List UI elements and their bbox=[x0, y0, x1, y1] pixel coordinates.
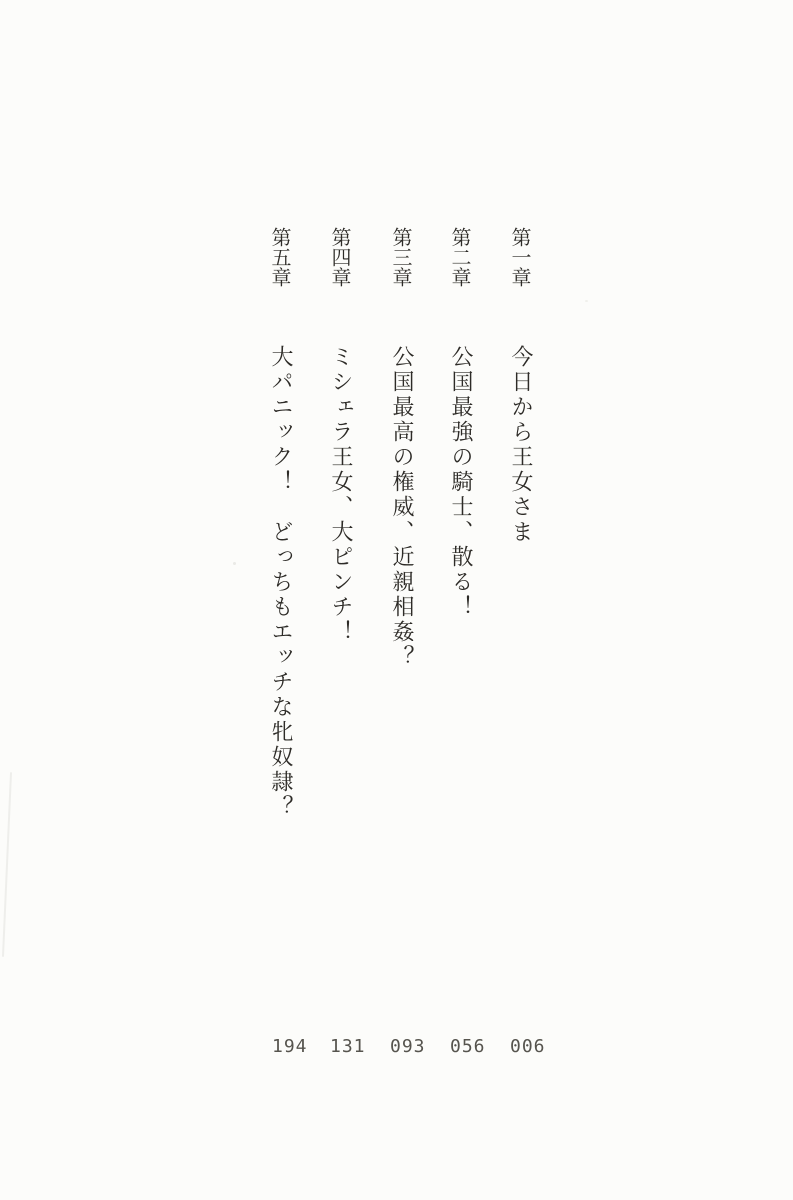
chapter-3-page-number: 093 bbox=[390, 1036, 426, 1057]
chapter-1-label: 第一章 bbox=[508, 227, 532, 287]
chapter-2-column bbox=[447, 227, 473, 620]
chapter-2-page-number: 056 bbox=[450, 1036, 486, 1057]
chapter-4-column bbox=[327, 227, 353, 645]
scan-crease-artifact bbox=[2, 772, 12, 957]
chapter-5-page-number: 194 bbox=[272, 1036, 308, 1057]
chapter-1-page-number: 006 bbox=[510, 1036, 546, 1057]
scan-speck bbox=[585, 300, 588, 302]
chapter-4-title: ミシェラ王女、大ピンチ！ bbox=[328, 345, 353, 645]
scan-speck bbox=[140, 905, 142, 908]
chapter-4-label: 第四章 bbox=[328, 227, 352, 287]
scan-speck bbox=[233, 562, 236, 565]
chapter-1-title: 今日から王女さま bbox=[508, 345, 533, 545]
chapter-3-label: 第三章 bbox=[389, 227, 413, 287]
chapter-3-title: 公国最高の権威、近親相姦？ bbox=[389, 345, 414, 670]
chapter-2-label: 第二章 bbox=[448, 227, 472, 287]
chapter-4-page-number: 131 bbox=[330, 1036, 366, 1057]
chapter-5-label: 第五章 bbox=[268, 227, 292, 287]
chapter-2-title: 公国最強の騎士、散る！ bbox=[448, 345, 473, 620]
chapter-5-title: 大パニック！ どっちもエッチな牝奴隷？ bbox=[268, 345, 293, 820]
chapter-3-column bbox=[388, 227, 414, 670]
chapter-5-column bbox=[267, 227, 293, 820]
chapter-1-column bbox=[507, 227, 533, 545]
